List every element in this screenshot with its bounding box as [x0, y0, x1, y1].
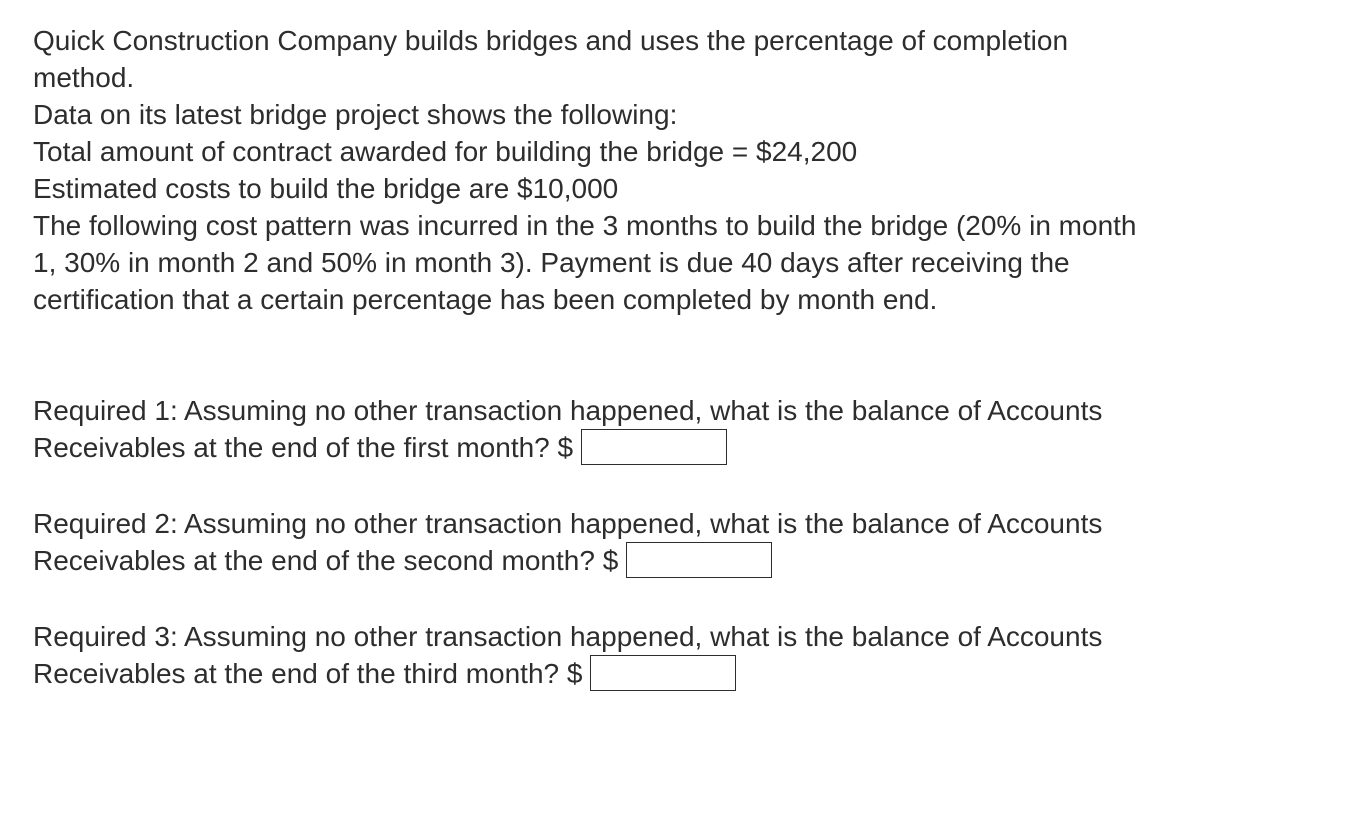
estimated-costs-line: Estimated costs to build the bridge are $10,000 — [33, 173, 619, 204]
question-prompt — [33, 429, 1323, 466]
intro-line: The following cost pattern was incurred in the 3 months to build the bridge (20% in month — [33, 210, 1137, 241]
question-document — [33, 22, 1323, 731]
questions-section — [33, 392, 1323, 692]
required-3 — [33, 618, 1323, 692]
question-text: Required 2: Assuming no other transaction happened, what is the balance of Accounts — [33, 508, 1103, 539]
intro-line: certification that a certain percentage has been completed by month end. — [33, 284, 938, 315]
contract-amount-line: Total amount of contract awarded for building the bridge = $24,200 — [33, 136, 858, 167]
intro-line: Quick Construction Company builds bridges and uses the percentage of completion — [33, 25, 1069, 56]
intro-line: Data on its latest bridge project shows the following: — [33, 99, 678, 130]
question-prompt-text: Receivables at the end of the second month? $ — [33, 545, 619, 576]
intro-line: 1, 30% in month 2 and 50% in month 3). Payment is due 40 days after receiving the — [33, 247, 1070, 278]
required-2 — [33, 505, 1323, 579]
problem-statement — [33, 22, 1323, 318]
question-prompt-text: Receivables at the end of the first month? $ — [33, 432, 574, 463]
question-text: Required 3: Assuming no other transaction happened, what is the balance of Accounts — [33, 621, 1103, 652]
answer-input-3[interactable] — [590, 655, 736, 691]
question-prompt — [33, 655, 1323, 692]
intro-line: method. — [33, 62, 135, 93]
answer-input-1[interactable] — [581, 429, 727, 465]
question-prompt — [33, 542, 1323, 579]
answer-input-2[interactable] — [626, 542, 772, 578]
question-prompt-text: Receivables at the end of the third month? $ — [33, 658, 583, 689]
question-text: Required 1: Assuming no other transaction happened, what is the balance of Accounts — [33, 395, 1103, 426]
required-1 — [33, 392, 1323, 466]
